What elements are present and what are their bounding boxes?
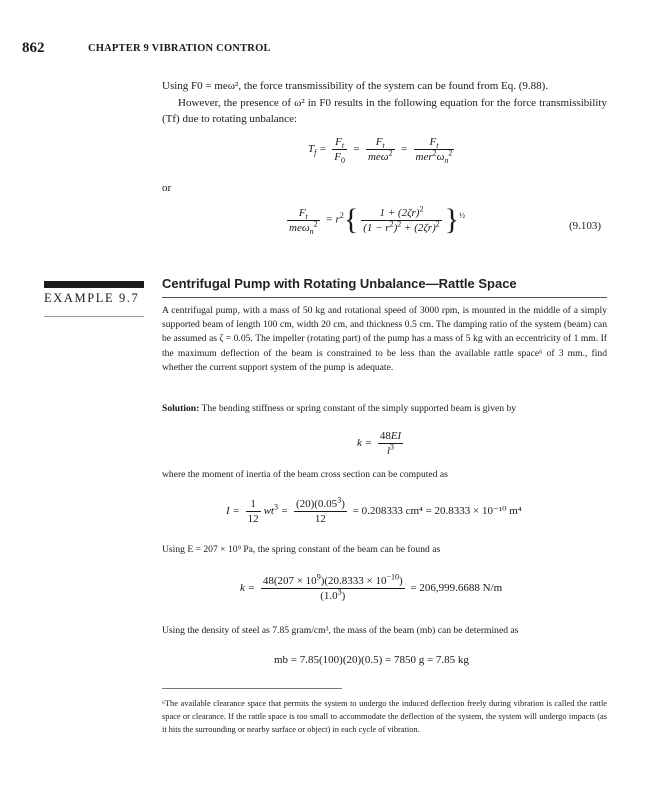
example-bar bbox=[44, 281, 144, 288]
intro-paragraph-2: However, the presence of ω² in F0 results in the following equation for the force transmissibility (Tf) due to rotating unbalance: bbox=[162, 97, 607, 125]
footnote: ⁶The available clearance space that permits the system to undergo the induced deflection freely during vibration is called the rattle space or clearance. If the rattle space is too small to accommodate the deflection of the system, the system will undergo impacts (as it hits the surrounding or nearby surface or object) in each cycle of vibration. bbox=[162, 699, 607, 734]
solution-paragraph-1 bbox=[162, 402, 607, 416]
chapter-title: CHAPTER 9 VIBRATION CONTROL bbox=[88, 43, 271, 54]
example-title: Centrifugal Pump with Rotating Unbalance—Rattle Space bbox=[162, 276, 517, 291]
example-label: EXAMPLE 9.7 bbox=[44, 291, 140, 305]
solution-paragraph-4: Using the density of steel as 7.85 gram/cm³, the mass of the beam (mb) can be determined as bbox=[162, 625, 519, 636]
example-title-rule bbox=[162, 297, 607, 298]
equation-number: (9.103) bbox=[569, 220, 602, 232]
stiffness-equation: k = $\frac{48EI}{l^3}$ bbox=[357, 430, 402, 457]
solution-text-1: The bending stiffness or spring constant of the simply supported beam is given by bbox=[201, 403, 517, 414]
stiffness-result: = 206,999.6688 N/m bbox=[410, 582, 503, 595]
inertia-result: = 0.208333 cm⁴ = 20.8333 × 10⁻¹⁰ m⁴ bbox=[352, 505, 522, 518]
example-statement: A centrifugal pump, with a mass of 50 kg and rotational speed of 3000 rpm, is mounted in the middle of a simply supported beam of length 100 cm, width 20 cm, and thickness 0.5 cm. The damping ratio of the system (beam) can be assumed as ζ = 0.05. The impeller (rotating part) of the pump has a mass of 5 kg with an eccentricity of 1 mm. If the maximum deflection of the beam is constrained to be less than the available rattle space⁶ of 3 mm., find whether the current support system of the pump is adequate. bbox=[162, 305, 607, 373]
mass-equation: mb = 7.85(100)(20)(0.5) = 7850 g = 7.85 kg bbox=[274, 654, 469, 666]
footnote-rule bbox=[162, 688, 342, 689]
page-number: 862 bbox=[22, 40, 45, 56]
solution-paragraph-3: Using E = 207 × 10⁹ Pa, the spring constant of the beam can be found as bbox=[162, 544, 441, 555]
inertia-equation: I = $\frac{1}{12}$ $wt^3$ = $\frac{(20)(0.05^3)}{12}$ = 0.208333 cm⁴ = 20.8333 × 10⁻¹⁰ m⁴ bbox=[226, 495, 522, 525]
transmissibility-equation: $T_f$ = $\frac{F_t}{F_0}$ = $\frac{F_t}{me\omega^2}$ = $\frac{F_t}{mer^2\omega_n^2}$ bbox=[308, 136, 453, 166]
stiffness-numeric-equation: k = $\frac{48(207 \times 10^9)(20.8333 \times 10^{-10})}{(1.0^3)}$ = 206,999.6688 N/m bbox=[240, 572, 503, 602]
or-text: or bbox=[162, 182, 172, 194]
solution-paragraph-2: where the moment of inertia of the beam cross section can be computed as bbox=[162, 469, 448, 480]
intro-paragraph-1: Using F0 = meω², the force transmissibility of the system can be found from Eq. (9.88). bbox=[162, 80, 549, 92]
solution-label: Solution: bbox=[162, 403, 200, 414]
example-label-rule bbox=[44, 316, 144, 317]
equation-9-103: $\frac{F_t}{me\omega_n^2}$ = $r^2${ $\frac{1 + (2\zeta r)^2}{(1 - r^2)^2 + (2\zeta r)^2}$ }$^{\frac{1}{2}}$ bbox=[289, 203, 466, 236]
